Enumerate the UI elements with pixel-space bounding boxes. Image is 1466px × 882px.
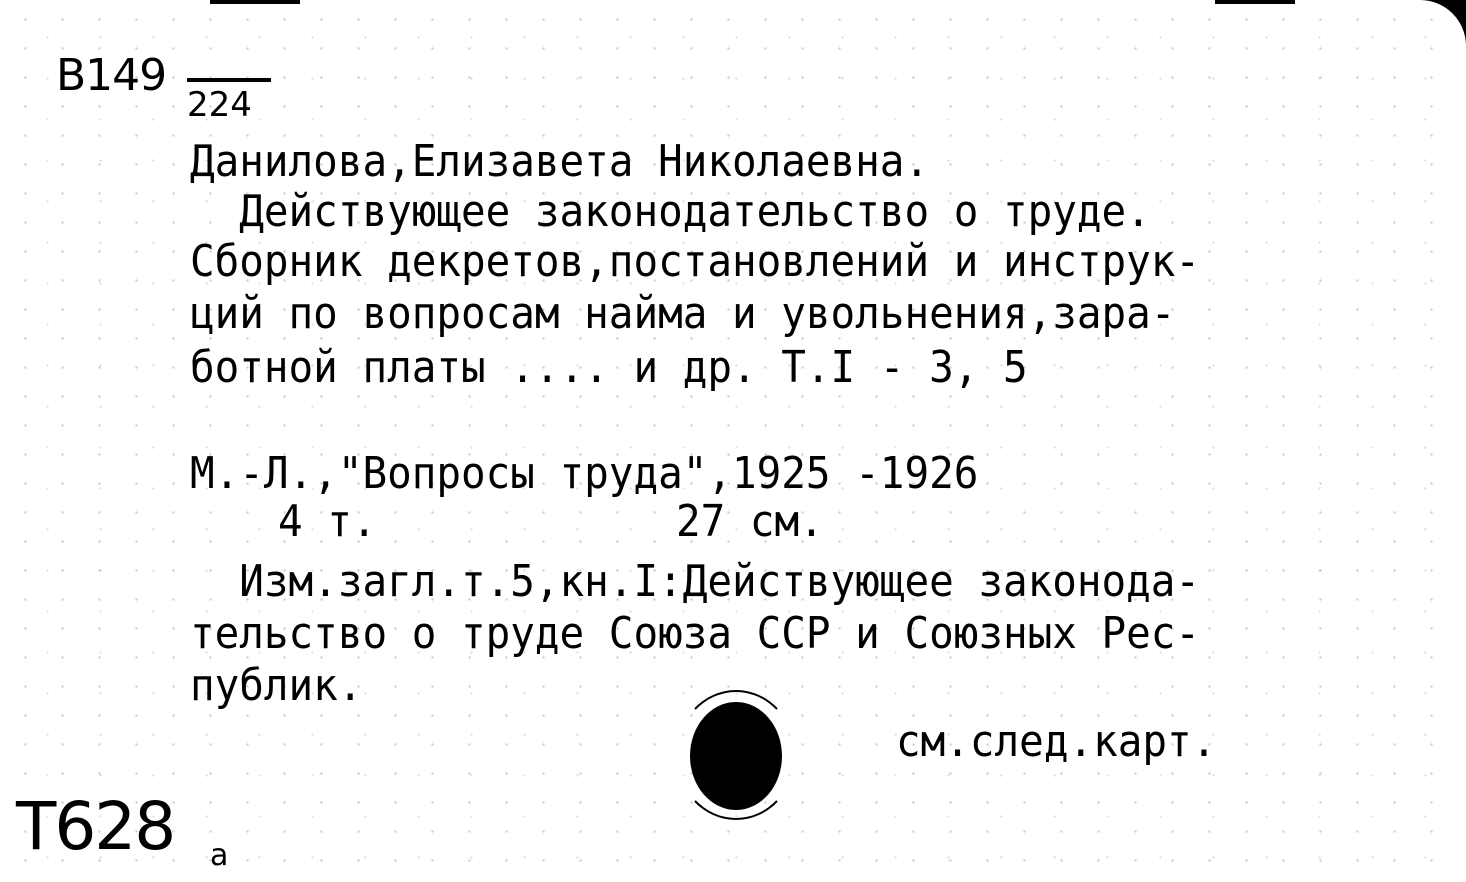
note-line: публик.	[190, 660, 363, 711]
author-line: Данилова,Елизавета Николаевна.	[190, 136, 930, 187]
note-line: тельство о труде Союза ССР и Союзных Рес-	[190, 608, 1201, 659]
top-edge-mark	[210, 0, 300, 4]
inventory-letter: а	[210, 838, 229, 873]
title-line: Действующее законодательство о труде.	[190, 186, 1151, 237]
extent-volumes: 4 т.	[278, 496, 377, 547]
title-line: Сборник декретов,постановлений и инструк-	[190, 236, 1201, 287]
shelf-code-subnumber: 224	[187, 78, 271, 124]
title-line: ботной платы .... и др. Т.I - 3, 5	[190, 342, 1028, 393]
inventory-number: Т628	[16, 788, 175, 865]
punch-hole	[690, 702, 782, 810]
top-edge-mark	[1215, 0, 1295, 4]
note-line: Изм.загл.т.5,кн.I:Действующее законода-	[190, 556, 1201, 607]
extent-size: 27 см.	[676, 496, 824, 547]
continuation-note: см.след.карт.	[896, 716, 1217, 767]
title-line: ций по вопросам найма и увольнения,зара-	[190, 288, 1176, 339]
shelf-code: B149	[56, 50, 167, 101]
imprint-line: М.-Л.,"Вопросы труда",1925 -1926	[190, 448, 979, 499]
